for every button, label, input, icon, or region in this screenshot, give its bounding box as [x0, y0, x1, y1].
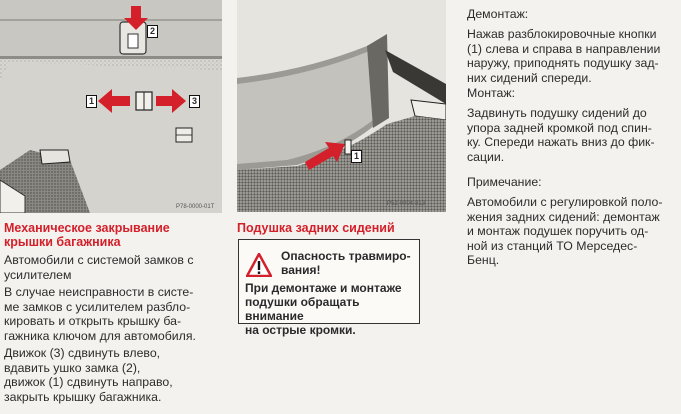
title-line: крышки багажника	[4, 235, 121, 249]
text-line: В случае неисправности в систе-	[4, 285, 194, 299]
seat-cushion-figure	[237, 0, 446, 212]
section-title-cushion: Подушка задних сидений	[237, 221, 395, 235]
text-line: ку. Спереди нажать вниз до фик-	[467, 135, 655, 149]
note-heading: Примечание:	[467, 175, 542, 189]
text-line: наружу, приподнять подушку зад-	[467, 56, 659, 70]
text-line: Задвинуть подушку сидений до	[467, 106, 647, 120]
seat-cushion-illustration	[237, 0, 446, 212]
text-line: кировать и открыть крышку ба-	[4, 314, 182, 328]
title-line: Механическое закрывание	[4, 221, 170, 235]
text-line: вания!	[281, 263, 321, 277]
warning-triangle-icon	[246, 253, 272, 277]
text-line: усилителем	[4, 267, 72, 282]
text-line: Автомобили с регулировкой поло-	[467, 195, 663, 209]
mount-text	[467, 106, 655, 164]
trunk-lock-figure	[0, 0, 222, 213]
text-line: закрыть крышку багажника.	[4, 389, 162, 404]
figure-code: P78-0000-01T	[176, 204, 215, 210]
text-line: Автомобили с системой замков с	[4, 253, 194, 267]
callout-1: 1	[351, 150, 362, 163]
text-line: и монтаж подушек поручить од-	[467, 224, 649, 238]
text-line: жения задних сидений: демонтаж	[467, 209, 660, 224]
text-line: Опасность травмиро-	[281, 249, 411, 263]
text-line: ме замков с усилителем разбло-	[4, 299, 191, 314]
text-line: подушки обращать внимание	[245, 295, 360, 323]
text-line: Нажав разблокировочные кнопки	[467, 27, 657, 41]
callout-1: 1	[86, 95, 97, 108]
paragraph-lock-system	[4, 253, 194, 282]
text-line: движок (1) сдвинуть направо,	[4, 375, 173, 389]
text-line: сации.	[467, 149, 505, 164]
text-line: на острые кромки.	[245, 323, 356, 337]
callout-3: 3	[189, 95, 200, 108]
warning-box	[238, 239, 420, 337]
text-line: (1) слева и справа в направлении	[467, 41, 661, 56]
warning-body	[245, 281, 419, 337]
warning-title	[281, 249, 411, 277]
text-line: Движок (3) сдвинуть влево,	[4, 346, 161, 360]
callout-2: 2	[147, 25, 158, 38]
note-text	[467, 195, 662, 268]
text-line: гажника ключом для автомобиля.	[4, 328, 196, 343]
text-line: упора задней кромкой под спин-	[467, 120, 652, 135]
text-line: них сидений спереди.	[467, 70, 592, 85]
text-line: вдавить ушко замка (2),	[4, 360, 141, 375]
paragraph-malfunction	[4, 285, 196, 343]
dismount-heading: Демонтаж:	[467, 7, 529, 21]
text-line: При демонтаже и монтаже	[245, 281, 402, 295]
mount-heading: Монтаж:	[467, 86, 515, 100]
figure-code: P52-0004-813	[387, 201, 426, 207]
text-line: ной из станций ТО Мерседес-	[467, 238, 638, 253]
paragraph-steps	[4, 346, 173, 404]
dismount-text	[467, 27, 660, 85]
text-line: Бенц.	[467, 253, 500, 267]
section-title-trunk	[4, 221, 170, 249]
